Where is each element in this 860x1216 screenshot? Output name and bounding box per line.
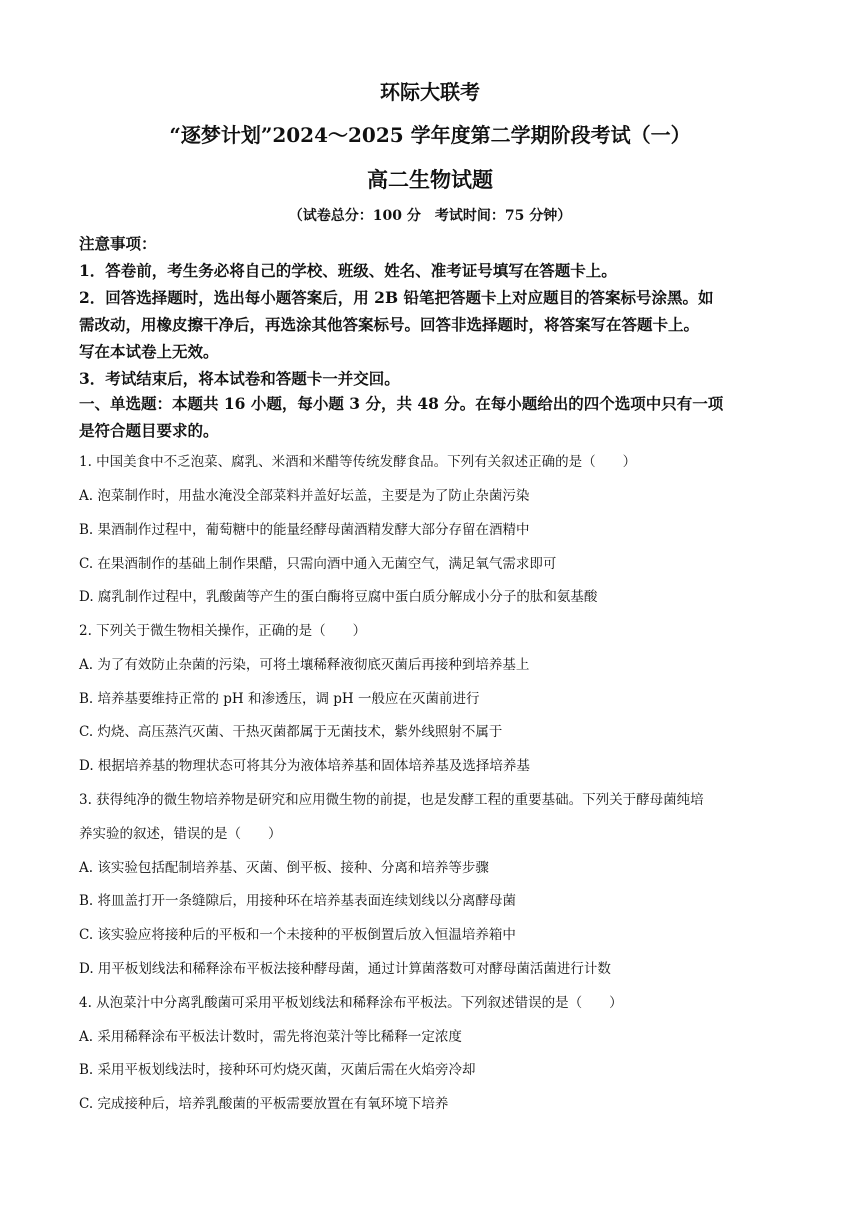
exam-title: “逐梦计划”2024～2025 学年度第二学期阶段考试（一）: [169, 123, 691, 147]
notice-item: 2．回答选择题时，选出每小题答案后，用 2B 铅笔把答题卡上对应题目的答案标号涂黑。如: [79, 288, 714, 307]
question-1-option-c: C. 在果酒制作的基础上制作果醋，只需向酒中通入无菌空气，满足氧气需求即可: [79, 556, 557, 572]
question-1-option-b: B. 果酒制作过程中，葡萄糖中的能量经酵母菌酒精发酵大部分存留在酒精中: [79, 522, 530, 538]
notice-item: 写在本试卷上无效。: [79, 342, 219, 361]
question-4-option-a: A. 采用稀释涂布平板法计数时，需先将泡菜汁等比稀释一定浓度: [79, 1029, 462, 1045]
question-4-option-b: B. 采用平板划线法时，接种环可灼烧灭菌，灭菌后需在火焰旁冷却: [79, 1062, 476, 1078]
question-2-option-c: C. 灼烧、高压蒸汽灭菌、干热灭菌都属于无菌技术，紫外线照射不属于: [79, 724, 503, 740]
question-3-option-d: D. 用平板划线法和稀释涂布平板法接种酵母菌，通过计算菌落数可对酵母菌活菌进行计数: [79, 961, 611, 977]
question-3-option-a: A. 该实验包括配制培养基、灭菌、倒平板、接种、分离和培养等步骤: [79, 860, 489, 876]
exam-info: （试卷总分：100 分 考试时间：75 分钟）: [288, 208, 572, 224]
question-4-stem: 4. 从泡菜汁中分离乳酸菌可采用平板划线法和稀释涂布平板法。下列叙述错误的是（ ）: [79, 995, 623, 1011]
exam-organizer: 环际大联考: [380, 80, 480, 104]
question-1-stem: 1. 中国美食中不乏泡菜、腐乳、米酒和米醋等传统发酵食品。下列有关叙述正确的是（ ）: [79, 454, 637, 470]
question-2-option-b: B. 培养基要维持正常的 pH 和渗透压，调 pH 一般应在灭菌前进行: [79, 691, 480, 707]
question-3-stem-cont: 养实验的叙述，错误的是（ ）: [79, 826, 282, 842]
section-heading-cont: 是符合题目要求的。: [79, 421, 219, 440]
question-2-option-a: A. 为了有效防止杂菌的污染，可将土壤稀释液彻底灭菌后再接种到培养基上: [79, 657, 530, 673]
notice-item: 需改动，用橡皮擦干净后，再选涂其他答案标号。回答非选择题时，将答案写在答题卡上。: [79, 315, 700, 334]
question-1-option-a: A. 泡菜制作时，用盐水淹没全部菜料并盖好坛盖，主要是为了防止杂菌污染: [79, 488, 530, 504]
question-4-option-c: C. 完成接种后，培养乳酸菌的平板需要放置在有氧环境下培养: [79, 1096, 449, 1112]
question-2-option-d: D. 根据培养基的物理状态可将其分为液体培养基和固体培养基及选择培养基: [79, 758, 530, 774]
notice-item: 3．考试结束后，将本试卷和答题卡一并交回。: [79, 369, 400, 388]
question-3-option-c: C. 该实验应将接种后的平板和一个未接种的平板倒置后放入恒温培养箱中: [79, 927, 516, 943]
notice-title: 注意事项：: [79, 234, 157, 253]
question-2-stem: 2. 下列关于微生物相关操作，正确的是（ ）: [79, 623, 367, 639]
question-3-option-b: B. 将皿盖打开一条缝隙后，用接种环在培养基表面连续划线以分离酵母菌: [79, 893, 517, 909]
subject-title: 高二生物试题: [367, 167, 493, 192]
notice-item: 1．答卷前，考生务必将自己的学校、班级、姓名、准考证号填写在答题卡上。: [79, 261, 617, 280]
section-heading: 一、单选题：本题共 16 小题，每小题 3 分，共 48 分。在每小题给出的四个选项中只有一项: [79, 394, 724, 413]
question-3-stem: 3. 获得纯净的微生物培养物是研究和应用微生物的前提，也是发酵工程的重要基础。下列关于酵母菌纯培: [79, 792, 704, 808]
question-1-option-d: D. 腐乳制作过程中，乳酸菌等产生的蛋白酶将豆腐中蛋白质分解成小分子的肽和氨基酸: [79, 589, 598, 605]
